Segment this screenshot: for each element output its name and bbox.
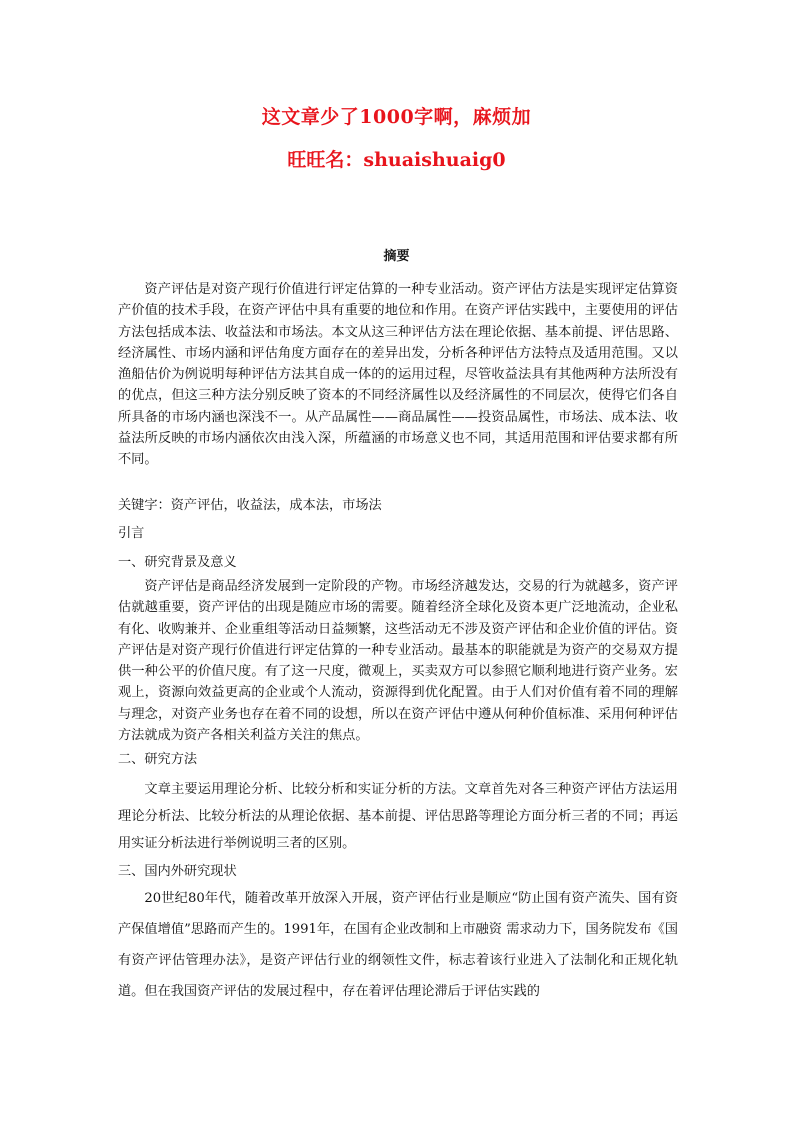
section-body — [118, 776, 678, 857]
section-body — [118, 883, 678, 1007]
section-paragraph: 20世纪80年代，随着改革开放深入开展，资产评估行业是顺应“防止国有资产流失、国有资产保值增值”思路而产生的。1991年，在国有企业改制和上市融资 需求动力下，国务院发布《国有资产评估管理办法》，是资产评估行业的纲领性文件，标志着该行业进入了法制化和正规化轨道。但在我国资产评估的发展过程中，存在着评估理论滞后于评估实践的 — [118, 891, 678, 999]
intro-heading: 引言 — [118, 526, 145, 541]
abstract-body — [118, 279, 678, 471]
abstract-paragraph: 资产评估是对资产现行价值进行评定估算的一种专业活动。资产评估方法是实现评定估算资产价值的技术手段，在资产评估中具有重要的地位和作用。在资产评估实践中，主要使用的评估方法包括成本法、收益法和市场法。本文从这三种评估方法在理论依据、基本前提、评估思路、经济属性、市场内涵和评估角度方面存在的差异出发，分析各种评估方法特点及适用范围。又以渔船估价为例说明每种评估方法其自成一体的的运用过程，尽管收益法具有其他两种方法所没有的优点，但这三种方法分别反映了资本的不同经济属性以及经济属性的不同层次，使得它们各自所具备的市场内涵也深浅不一。从产品属性——商品属性——投资品属性，市场法、成本法、收益法所反映的市场内涵依次由浅入深，所蕴涵的市场意义也不同，其适用范围和评估要求都有所不同。 — [118, 282, 678, 468]
section-heading: 三、国内外研究现状 — [118, 864, 237, 879]
keywords-line: 关键字：资产评估，收益法，成本法，市场法 — [118, 498, 382, 513]
section-body — [118, 576, 678, 746]
contact-title: 旺旺名：shuaishuaig0 — [287, 149, 506, 171]
abstract-heading: 摘要 — [383, 249, 410, 264]
notice-title: 这文章少了1000字啊，麻烦加 — [261, 106, 532, 128]
section-heading: 一、研究背景及意义 — [118, 555, 237, 570]
section-paragraph: 资产评估是商品经济发展到一定阶段的产物。市场经济越发达，交易的行为就越多，资产评估就越重要，资产评估的出现是随应市场的需要。随着经济全球化及资本更广泛地流动，企业私有化、收购兼并、企业重组等活动日益频繁，这些活动无不涉及资产评估和企业价值的评估。资产评估是对资产现行价值进行评定估算的一种专业活动。最基本的职能就是为资产的交易双方提供一种公平的价值尺度。有了这一尺度，微观上，买卖双方可以参照它顺利地进行资产业务。宏观上，资源向效益更高的企业或个人流动，资源得到优化配置。由于人们对价值有着不同的理解与理念，对资产业务也存在着不同的设想，所以在资产评估中遵从何种价值标准、采用何种评估方法就成为资产各相关利益方关注的焦点。 — [118, 579, 678, 744]
section-paragraph: 文章主要运用理论分析、比较分析和实证分析的方法。文章首先对各三种资产评估方法运用理论分析法、比较分析法的从理论依据、基本前提、评估思路等理论方面分析三者的不同；再运用实证分析法进行举例说明三者的区别。 — [118, 782, 678, 851]
section-heading: 二、研究方法 — [118, 752, 198, 767]
